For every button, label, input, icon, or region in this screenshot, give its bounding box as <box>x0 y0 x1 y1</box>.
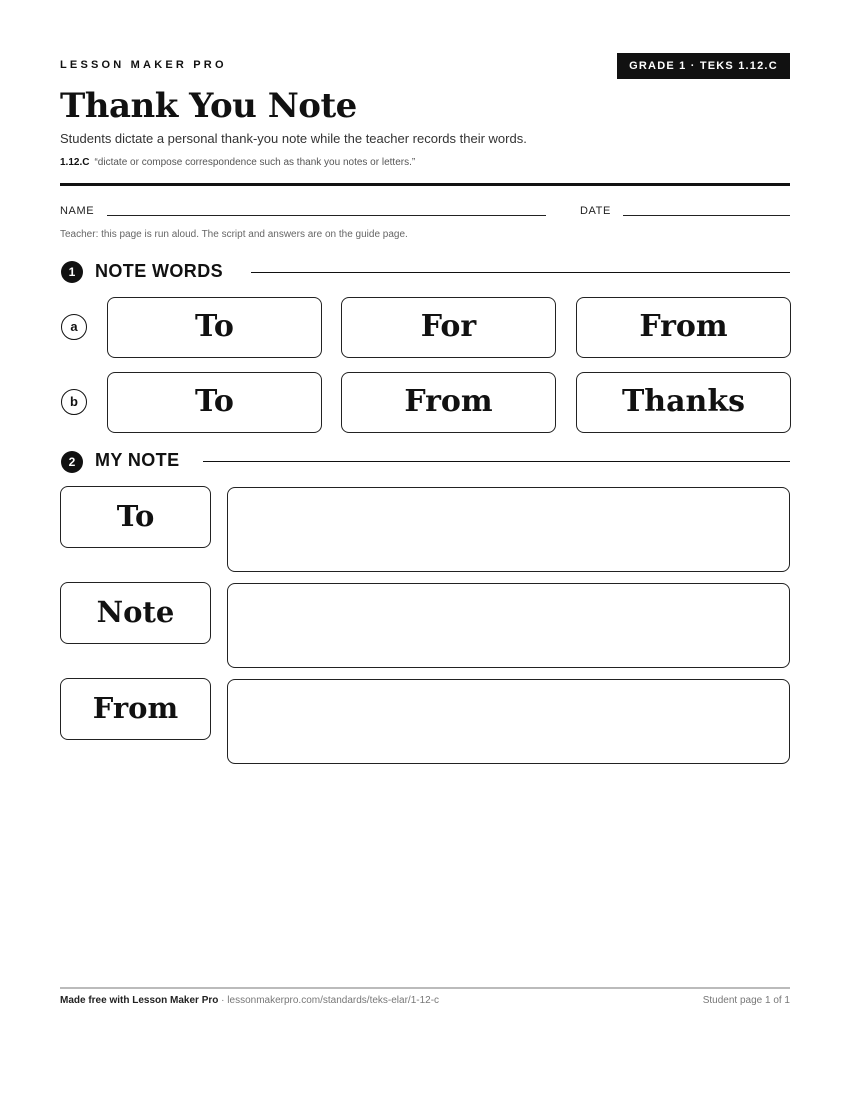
write-box-note[interactable] <box>227 583 790 668</box>
note-label-from: From <box>60 678 211 740</box>
note-label-note: Note <box>60 582 211 644</box>
footer-divider <box>60 987 790 989</box>
section-2-number: 2 <box>61 451 83 473</box>
footer-url[interactable]: lessonmakerpro.com/standards/teks-elar/1-12-c <box>227 995 440 1006</box>
teacher-note: Teacher: this page is run aloud. The script and answers are on the guide page. <box>60 229 408 240</box>
word-card[interactable]: For <box>341 297 556 358</box>
word-card[interactable]: To <box>107 297 322 358</box>
footer-page-number: Student page 1 of 1 <box>702 995 790 1006</box>
write-box-to[interactable] <box>227 487 790 572</box>
brand-name: LESSON MAKER PRO <box>60 59 227 71</box>
row-a-letter: a <box>61 314 87 340</box>
page-subtitle: Students dictate a personal thank-you note while the teacher records their words. <box>60 131 527 146</box>
header-divider <box>60 183 790 186</box>
word-card[interactable]: Thanks <box>576 372 791 433</box>
grade-badge: GRADE 1 · TEKS 1.12.C <box>617 53 790 79</box>
standard-text: “dictate or compose correspondence such as thank you notes or letters.” <box>94 157 416 168</box>
standard-code: 1.12.C <box>60 157 90 168</box>
standard-line <box>60 157 415 168</box>
footer-made-with: Made free with Lesson Maker Pro <box>60 995 219 1006</box>
date-field[interactable] <box>623 215 790 216</box>
section-2-divider <box>203 461 790 462</box>
note-label-to: To <box>60 486 211 548</box>
name-field[interactable] <box>107 215 546 216</box>
name-label: NAME <box>60 205 95 217</box>
section-1-title: NOTE WORDS <box>95 261 223 281</box>
word-card[interactable]: To <box>107 372 322 433</box>
date-label: DATE <box>580 205 611 217</box>
section-1-number: 1 <box>61 261 83 283</box>
footer-separator: · <box>218 995 228 1006</box>
word-card[interactable]: From <box>341 372 556 433</box>
write-box-from[interactable] <box>227 679 790 764</box>
page-title: Thank You Note <box>60 86 357 126</box>
word-card[interactable]: From <box>576 297 791 358</box>
section-1-divider <box>251 272 790 273</box>
section-2-title: MY NOTE <box>95 450 180 470</box>
row-b-letter: b <box>61 389 87 415</box>
footer-credit <box>60 995 439 1006</box>
